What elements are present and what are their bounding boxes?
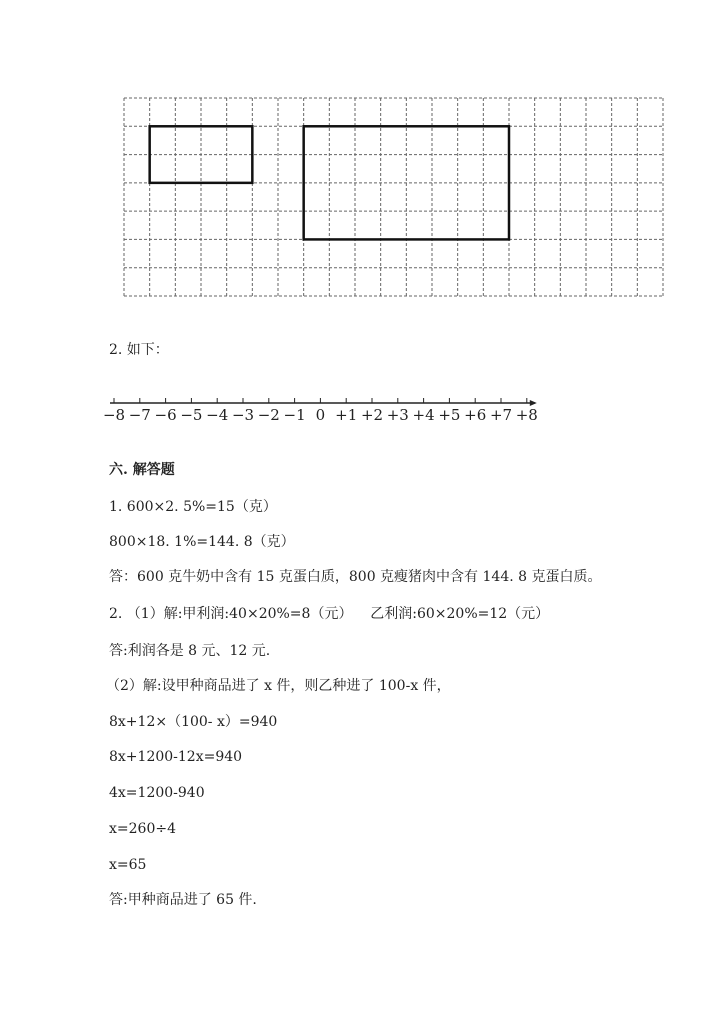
tick-label: 0 — [315, 406, 326, 424]
tick-label: +2 — [360, 406, 384, 424]
answer-line: 800×18. 1%=144. 8（克） — [109, 534, 295, 550]
tick-label: +1 — [335, 406, 358, 424]
answer-line: 2. （1）解:甲利润:40×20%=8（元） 乙利润:60×20%=12（元） — [109, 606, 550, 622]
answer-line: （2）解:设甲种商品进了 x 件，则乙种进了 100-x 件， — [106, 678, 451, 694]
answer-line: 4x=1200-940 — [109, 785, 205, 801]
tick-label: −4 — [206, 406, 229, 424]
tick-label: +5 — [438, 406, 461, 424]
tick-label: +7 — [489, 406, 513, 424]
tick-label: −7 — [128, 406, 151, 424]
answer-line: 8x+12×（100- x）=940 — [109, 714, 278, 730]
number-line — [102, 392, 548, 424]
tick-label: −1 — [283, 406, 306, 424]
answer-line: 答：600 克牛奶中含有 15 克蛋白质，800 克瘦猪肉中含有 144. 8 克蛋白质。 — [109, 569, 602, 585]
answer-line: x=65 — [109, 857, 147, 873]
grid-figure — [123, 97, 664, 297]
answer-line: 答:利润各是 8 元、12 元. — [109, 643, 271, 659]
tick-label: +3 — [386, 406, 409, 424]
tick-label: +6 — [464, 406, 487, 424]
tick-label: −3 — [231, 406, 255, 424]
tick-label: −5 — [180, 406, 203, 424]
answer-line: 答:甲种商品进了 65 件. — [109, 892, 257, 908]
tick-label: +4 — [412, 406, 435, 424]
answer-line: x=260÷4 — [109, 821, 176, 837]
tick-label: −6 — [154, 406, 177, 424]
tick-label: −8 — [102, 406, 126, 424]
answer-line: 8x+1200-12x=940 — [109, 749, 243, 765]
tick-label: −2 — [257, 406, 280, 424]
tick-label: +8 — [515, 406, 538, 424]
answer-line: 1. 600×2. 5%=15（克） — [109, 499, 277, 515]
section-heading: 六. 解答题 — [109, 462, 175, 478]
section2-label: 2. 如下： — [109, 342, 169, 358]
